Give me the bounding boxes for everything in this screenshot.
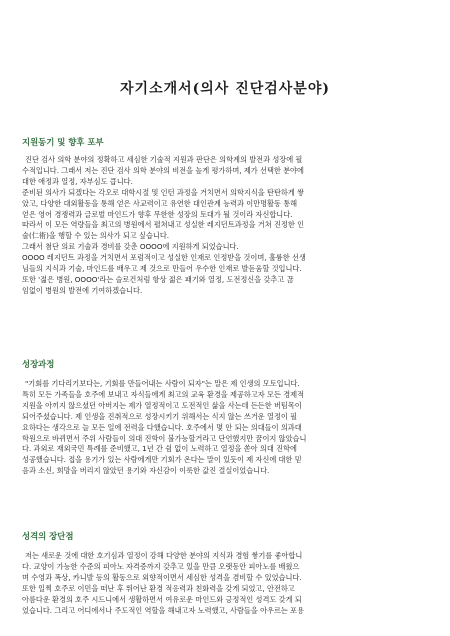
- text-line: 수적입니다. 그래서 저는 진단 검사 의학 분야의 비전을 높게 평가하며, 제가 선택한 분야에: [22, 165, 304, 175]
- section-body-growth: [22, 379, 430, 477]
- page-title: 자기소개서(의사 진단검사분야): [120, 81, 330, 97]
- text-line: 었습니다. 그리고 어디에서나 주도적인 역할을 해내고자 노력했고, 사람들을 아우르는 포용: [22, 605, 305, 615]
- section-heading-motivation: 지원동기 및 향후 포부: [22, 137, 104, 147]
- text-line: 진단 검사 의학 분야의 정확하고 세심한 기술적 지원과 판단은 의학계의 발전과 성장에 필: [25, 155, 303, 164]
- text-line: 되어주셨습니다. 제 인생을 진취적으로 성장시키기 위해서는 식지 않는 쓰거운 열정이 필: [22, 411, 298, 421]
- section-heading-personality: 성격의 장단점: [22, 531, 74, 541]
- section-body-motivation: [22, 155, 430, 297]
- text-line: 다. 교양이 가능한 수준의 피아노 자격증까지 갖추고 있을 만큼 오랫동안 피아노를 배웠으: [22, 561, 300, 571]
- text-line: 얻은 영어 경쟁력과 글로벌 마인드가 향후 무한한 성장의 토대가 될 것이라 자신합니다.: [22, 209, 293, 219]
- text-line: 또한 일찍 호주로 이민을 떠난 후 뛰어난 환경 적응력과 친화력을 갖게 되었고, 안전하고: [22, 583, 295, 593]
- text-line: 음과 소신, 희망을 버리지 않았던 용기와 자신감이 이룩한 값진 결실이었습니다.: [22, 466, 270, 476]
- text-line: 았고, 다양한 대외활동을 통해 얻은 사교력이고 유연한 대인관계 능력과 이만명활동 통해: [22, 198, 298, 208]
- text-line: 지원을 아끼지 않으셨던 아버지는 제가 열정적이고 도전적인 삶을 사는데 든든한 버팀목이: [22, 400, 302, 410]
- text-line: 또한 '젊은 병원, OOOO'라는 슬로건처럼 항상 젊은 패기와 열정, 도전정신을 갖추고 끊: [22, 274, 294, 284]
- text-line: 준비된 의사가 되겠다는 각오로 대학시절 및 인턴 과정을 거치면서 의학지식을 탄탄하게 쌓: [22, 187, 305, 197]
- text-line: 아름다운 환경의 호주 시드니에서 생활하면서 여유로운 마인드와 긍정적인 성격도 갖게 되: [22, 594, 302, 604]
- text-line: 대한 애정과 열정, 자부심도 큽니다.: [22, 176, 133, 186]
- section-body-personality: [22, 551, 430, 616]
- text-line: 성공했습니다. 접을 용기가 있는 사람에게만 기회가 온다는 말이 있듯이 제 자신에 대한 믿: [22, 455, 302, 465]
- text-line: 그래서 첨단 의료 기술과 경비를 갖춘 OOOO에 지원하게 되었습니다.: [22, 242, 239, 252]
- text-line: OOOO 레지던트 과정을 거치면서 포럼적이고 성실한 인재로 인정받을 것이며, 훌륭한 선생: [22, 253, 306, 263]
- text-line: 다. 과외로 재외국민 특례를 준비했고, 1년 간 쉼 없이 노력하고 열정을 쏟아 의대 진학에: [22, 444, 297, 454]
- text-line: 저는 새로운 것에 대한 호기심과 열정이 강해 다양한 분야의 지식과 경험 쌓기를 좋아합니: [25, 551, 303, 560]
- text-line: 님들의 지식과 기술, 마인드를 배우고 제 것으로 만들어 우수한 인재로 발돋움할 것입니다.: [22, 264, 302, 274]
- section-heading-growth: 성장과정: [22, 359, 55, 369]
- text-line: 따라서 이 모든 역량들을 최고의 병원에서 펼쳐내고 성실한 레지던트과정을 거쳐 진정한 인: [22, 220, 305, 230]
- text-line: 요하다는 생각으로 늘 모든 일에 전력을 다했습니다. 호주에서 몇 안 되는 의대들이 의과대: [22, 422, 302, 432]
- text-line: 술(仁術)을 행할 수 있는 의사가 되고 싶습니다.: [22, 231, 170, 241]
- text-line: 특히 모든 가족들을 호주에 보내고 자식들에게 최고의 교육 환경을 제공하고자 모든 경제적: [22, 389, 305, 399]
- text-line: 학원으로 바뀌면서 주위 사람들이 의대 진학이 불가능할거라고 단언했지만 꿈이지 않았습니: [22, 433, 307, 443]
- text-line: "기회를 기다리기보다는, 기회를 만들어내는 사람이 되자"는 말은 제 인생의 모토입니다.: [25, 379, 300, 388]
- text-line: 며 수영과 폭상, 카니발 등의 활동으로 외향적이면서 세심한 성격을 겸비할 수 있었습니다.: [22, 572, 302, 582]
- text-line: 임없이 병원의 발전에 기여하겠습니다.: [22, 285, 143, 295]
